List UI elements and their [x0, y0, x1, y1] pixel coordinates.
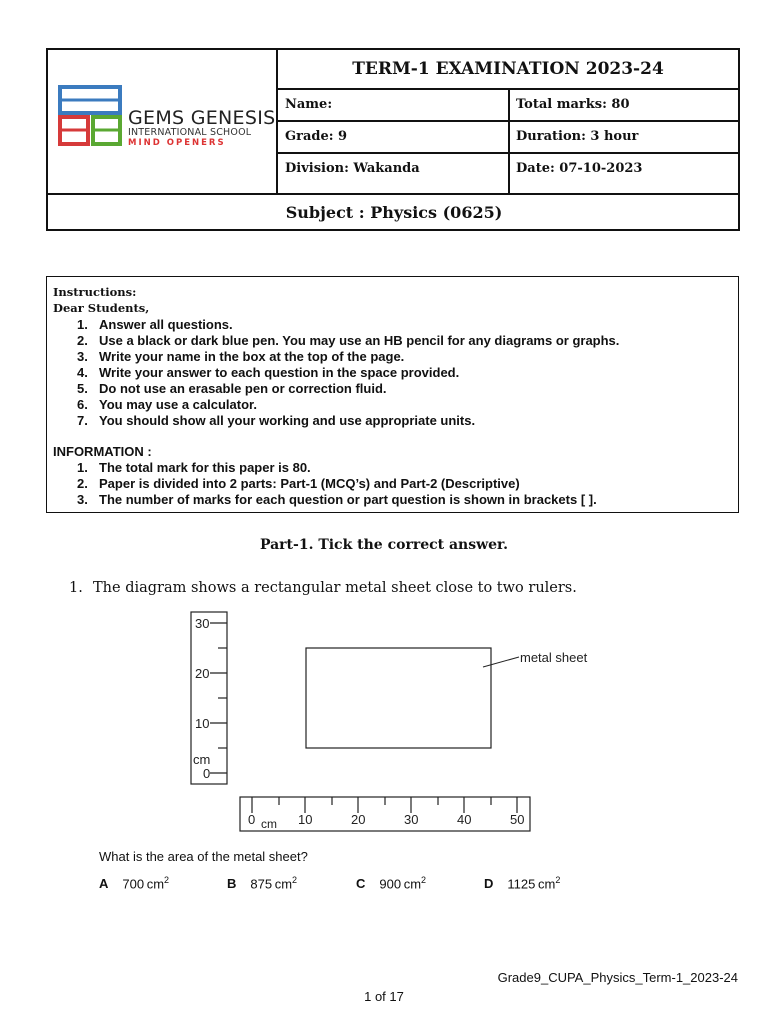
option-a[interactable]: A 700 $cm^2$	[99, 875, 170, 892]
option-b[interactable]: B 875 $cm^2$	[227, 875, 298, 892]
instruction-item: 2. Use a black or dark blue pen. You may use an HB pencil for any diagrams or graphs.	[77, 333, 620, 348]
information-heading: INFORMATION :	[53, 444, 152, 459]
instruction-item: 1. Answer all questions.	[77, 317, 233, 332]
instruction-item: 4. Write your answer to each question in the space provided.	[77, 365, 460, 380]
option-c[interactable]: C 900 $cm^2$	[356, 875, 427, 892]
footer-page-number: 1 of 17	[364, 989, 404, 1004]
horizontal-tick-label: 30	[404, 812, 419, 827]
name-label: Name:	[285, 97, 333, 112]
question-prompt: What is the area of the metal sheet?	[99, 849, 308, 864]
information-item: 3. The number of marks for each question or part question is shown in brackets [ ].	[77, 492, 597, 507]
instructions-heading: Instructions:	[53, 285, 137, 299]
option-d[interactable]: D 1125 $cm^2$	[484, 875, 561, 892]
metal-sheet	[306, 648, 491, 748]
metal-sheet-label: metal sheet	[520, 650, 588, 665]
divider	[508, 88, 510, 193]
subject: Subject : Physics (0625)	[285, 203, 503, 222]
exam-title: TERM-1 EXAMINATION 2023-24	[352, 59, 664, 79]
divider	[276, 120, 740, 122]
instructions-box	[46, 276, 739, 513]
horizontal-tick-label: 10	[298, 812, 313, 827]
horizontal-tick-label: 0	[248, 812, 256, 827]
instruction-item: 5. Do not use an erasable pen or correction fluid.	[77, 381, 387, 396]
horizontal-tick-label: 20	[351, 812, 366, 827]
information-item: 2. Paper is divided into 2 parts: Part-1 (MCQ’s) and Part-2 (Descriptive)	[77, 476, 520, 491]
grade: Grade: 9	[285, 129, 348, 144]
divider	[276, 88, 740, 90]
part-heading: Part-1. Tick the correct answer.	[259, 537, 509, 553]
school-logo-icon	[58, 85, 124, 147]
divider	[276, 152, 740, 154]
vertical-tick-label: 10	[195, 716, 210, 731]
divider	[48, 193, 740, 195]
horizontal-tick-label: 50	[510, 812, 525, 827]
rulers-diagram	[185, 608, 588, 836]
duration: Duration: 3 hour	[516, 129, 639, 144]
horizontal-tick-label: 40	[457, 812, 472, 827]
horizontal-unit-label: cm	[261, 817, 277, 831]
vertical-tick-label: 0	[203, 766, 211, 781]
vertical-tick-label: 20	[195, 666, 210, 681]
total-marks: Total marks: 80	[516, 97, 630, 112]
question-1: 1. The diagram shows a rectangular metal sheet close to two rulers.	[69, 580, 577, 596]
exam-date: Date: 07-10-2023	[516, 161, 643, 176]
vertical-ruler-ticks	[210, 623, 227, 773]
exam-header-table	[46, 48, 740, 231]
school-subtitle: INTERNATIONAL SCHOOL	[128, 127, 252, 138]
instruction-item: 6. You may use a calculator.	[77, 397, 257, 412]
school-tagline: MIND OPENERS	[128, 138, 226, 148]
information-item: 1. The total mark for this paper is 80.	[77, 460, 311, 475]
division: Division: Wakanda	[285, 161, 420, 176]
instruction-item: 7. You should show all your working and use appropriate units.	[77, 413, 476, 428]
instructions-greeting: Dear Students,	[53, 301, 150, 315]
vertical-tick-label: 30	[195, 616, 210, 631]
vertical-unit-label: cm	[193, 752, 211, 767]
footer-file-name: Grade9_CUPA_Physics_Term-1_2023-24	[497, 970, 738, 985]
school-name: GEMS GENESIS	[128, 107, 276, 129]
horizontal-ruler-ticks	[252, 797, 517, 813]
label-pointer	[483, 657, 519, 667]
instruction-item: 3. Write your name in the box at the top of the page.	[77, 349, 405, 364]
